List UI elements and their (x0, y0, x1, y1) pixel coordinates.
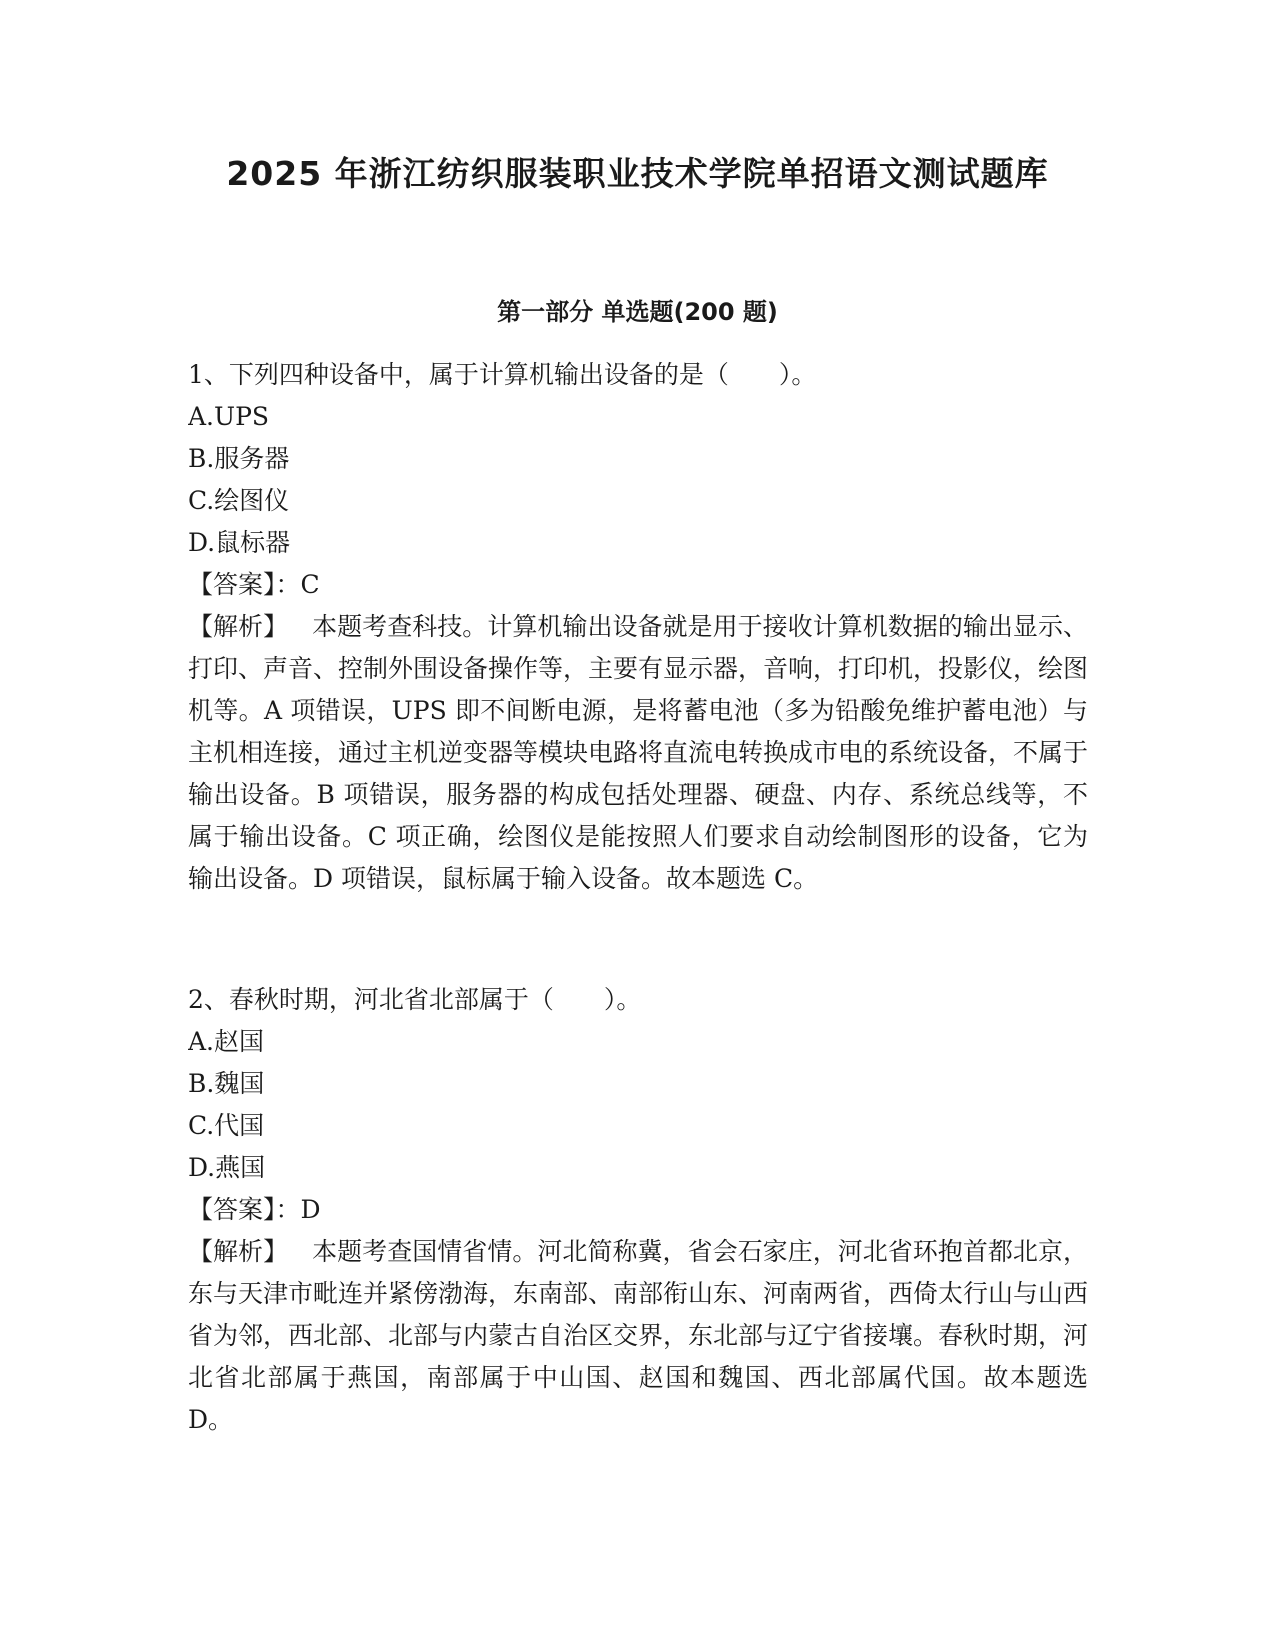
analysis-paragraph (188, 606, 1088, 942)
option-c: C.绘图仪 (188, 486, 290, 515)
question-2 (188, 979, 1088, 1491)
analysis-label: 【解析】 (188, 1237, 289, 1266)
option-a: A.赵国 (188, 1027, 265, 1056)
option-b: B.魏国 (188, 1069, 265, 1098)
analysis-text: 本题考查科技。计算机输出设备就是用于接收计算机数据的输出显示、打印、声音、控制外围设备操作等，主要有显示器，音响，打印机，投影仪，绘图机等。A 项错误，UPS 即不间断电源，是将蓄电池（多为铅酸免维护蓄电池）与主机相连接，通过主机逆变器等模块电路将直流电转换成市电的系统设备，不属于输出设备。B 项错误，服务器的构成包括处理器、硬盘、内存、系统总线等，不属于输出设备。C 项正确，绘图仪是能按照人们要求自动绘制图形的设备，它为输出设备。D 项错误，鼠标属于输入设备。故本题选 C。 (188, 612, 1088, 893)
option-d: D.鼠标器 (188, 528, 291, 557)
question-stem: 1、下列四种设备中，属于计算机输出设备的是（ ）。 (188, 360, 817, 389)
section-title: 第一部分 单选题(200 题) (497, 298, 778, 326)
question-1 (188, 354, 1088, 942)
answer-line: 【答案】：C (188, 570, 320, 599)
answer-line: 【答案】：D (188, 1195, 321, 1224)
analysis-label: 【解析】 (188, 612, 289, 641)
analysis-text: 本题考查国情省情。河北简称冀，省会石家庄，河北省环抱首都北京，东与天津市毗连并紧傍渤海，东南部、南部衔山东、河南两省，西倚太行山与山西省为邻，西北部、北部与内蒙古自治区交界，东北部与辽宁省接壤。春秋时期，河北省北部属于燕国，南部属于中山国、赵国和魏国、西北部属代国。故本题选 D。 (188, 1237, 1088, 1434)
document-title: 2025 年浙江纺织服装职业技术学院单招语文测试题库 (226, 154, 1049, 193)
analysis-paragraph (188, 1231, 1088, 1491)
option-d: D.燕国 (188, 1153, 266, 1182)
option-b: B.服务器 (188, 444, 290, 473)
question-stem: 2、春秋时期，河北省北部属于（ ）。 (188, 985, 642, 1014)
option-c: C.代国 (188, 1111, 265, 1140)
option-a: A.UPS (188, 402, 270, 431)
